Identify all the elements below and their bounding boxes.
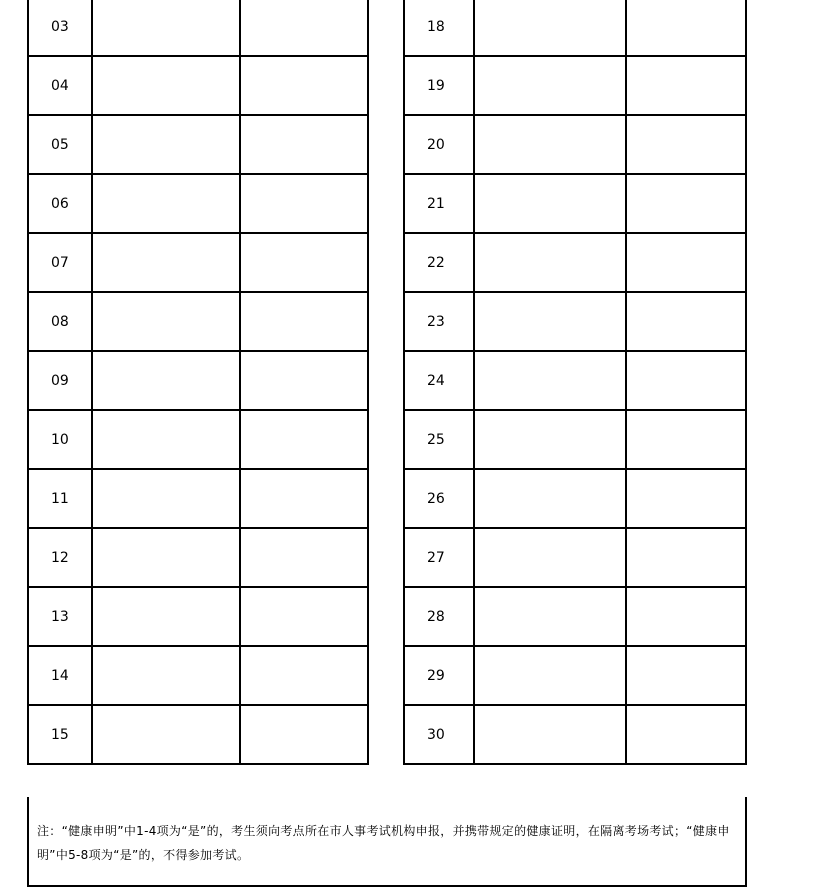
seat-table-body [28, 0, 746, 764]
table-row [28, 528, 746, 587]
table-row [28, 705, 746, 764]
left-blank-cell-a [92, 587, 240, 646]
left-number-cell: 03 [28, 0, 92, 56]
note-text: 注：“健康申明”中1-4项为“是”的，考生须向考点所在市人事考试机构申报，并携带规定的健康证明，在隔离考场考试；“健康申明”中5-8项为“是”的，不得参加考试。 [37, 824, 730, 862]
table-row [28, 56, 746, 115]
column-gap [368, 528, 404, 587]
column-gap [368, 174, 404, 233]
right-blank-cell-a [474, 174, 626, 233]
column-gap [368, 705, 404, 764]
right-blank-cell-a [474, 587, 626, 646]
right-blank-cell-b [626, 115, 746, 174]
right-blank-cell-a [474, 56, 626, 115]
note-box [27, 797, 747, 887]
left-number-cell: 15 [28, 705, 92, 764]
left-blank-cell-a [92, 351, 240, 410]
column-gap [368, 233, 404, 292]
left-number-cell: 07 [28, 233, 92, 292]
left-number-cell: 09 [28, 351, 92, 410]
table-row [28, 646, 746, 705]
left-number-cell: 12 [28, 528, 92, 587]
left-blank-cell-b [240, 292, 368, 351]
right-blank-cell-b [626, 587, 746, 646]
table-row [28, 410, 746, 469]
column-gap [368, 0, 404, 56]
right-blank-cell-a [474, 0, 626, 56]
left-blank-cell-a [92, 705, 240, 764]
left-blank-cell-a [92, 646, 240, 705]
left-blank-cell-a [92, 528, 240, 587]
left-blank-cell-b [240, 0, 368, 56]
column-gap [368, 469, 404, 528]
right-number-cell: 18 [404, 0, 474, 56]
table-row [28, 469, 746, 528]
right-blank-cell-b [626, 469, 746, 528]
left-number-cell: 14 [28, 646, 92, 705]
left-blank-cell-a [92, 410, 240, 469]
right-number-cell: 26 [404, 469, 474, 528]
left-blank-cell-b [240, 587, 368, 646]
left-blank-cell-b [240, 469, 368, 528]
left-blank-cell-a [92, 115, 240, 174]
right-blank-cell-a [474, 351, 626, 410]
left-blank-cell-b [240, 56, 368, 115]
right-number-cell: 24 [404, 351, 474, 410]
left-number-cell: 11 [28, 469, 92, 528]
right-blank-cell-b [626, 56, 746, 115]
left-number-cell: 13 [28, 587, 92, 646]
table-row [28, 233, 746, 292]
right-number-cell: 21 [404, 174, 474, 233]
column-gap [368, 351, 404, 410]
right-number-cell: 28 [404, 587, 474, 646]
table-row [28, 0, 746, 56]
right-blank-cell-b [626, 705, 746, 764]
left-blank-cell-b [240, 351, 368, 410]
left-blank-cell-a [92, 469, 240, 528]
column-gap [368, 646, 404, 705]
right-blank-cell-a [474, 646, 626, 705]
left-blank-cell-b [240, 528, 368, 587]
right-number-cell: 27 [404, 528, 474, 587]
table-row [28, 587, 746, 646]
right-number-cell: 19 [404, 56, 474, 115]
left-number-cell: 05 [28, 115, 92, 174]
right-blank-cell-b [626, 233, 746, 292]
right-blank-cell-a [474, 292, 626, 351]
left-blank-cell-b [240, 410, 368, 469]
table-row [28, 174, 746, 233]
right-blank-cell-b [626, 174, 746, 233]
left-blank-cell-a [92, 56, 240, 115]
right-blank-cell-b [626, 528, 746, 587]
right-blank-cell-a [474, 410, 626, 469]
left-blank-cell-a [92, 233, 240, 292]
column-gap [368, 115, 404, 174]
column-gap [368, 292, 404, 351]
right-blank-cell-a [474, 705, 626, 764]
right-blank-cell-b [626, 0, 746, 56]
column-gap [368, 587, 404, 646]
right-blank-cell-b [626, 410, 746, 469]
table-row [28, 115, 746, 174]
left-blank-cell-b [240, 115, 368, 174]
right-number-cell: 30 [404, 705, 474, 764]
right-number-cell: 22 [404, 233, 474, 292]
right-number-cell: 25 [404, 410, 474, 469]
right-blank-cell-a [474, 233, 626, 292]
left-blank-cell-b [240, 233, 368, 292]
left-blank-cell-a [92, 292, 240, 351]
right-blank-cell-a [474, 469, 626, 528]
seat-table [27, 0, 747, 765]
right-blank-cell-a [474, 115, 626, 174]
right-blank-cell-b [626, 351, 746, 410]
left-number-cell: 06 [28, 174, 92, 233]
left-number-cell: 04 [28, 56, 92, 115]
left-number-cell: 10 [28, 410, 92, 469]
table-row [28, 351, 746, 410]
right-number-cell: 23 [404, 292, 474, 351]
left-blank-cell-b [240, 705, 368, 764]
left-blank-cell-b [240, 646, 368, 705]
column-gap [368, 410, 404, 469]
left-number-cell: 08 [28, 292, 92, 351]
left-blank-cell-b [240, 174, 368, 233]
left-blank-cell-a [92, 0, 240, 56]
right-number-cell: 29 [404, 646, 474, 705]
column-gap [368, 56, 404, 115]
right-number-cell: 20 [404, 115, 474, 174]
right-blank-cell-b [626, 292, 746, 351]
right-blank-cell-b [626, 646, 746, 705]
table-row [28, 292, 746, 351]
left-blank-cell-a [92, 174, 240, 233]
right-blank-cell-a [474, 528, 626, 587]
